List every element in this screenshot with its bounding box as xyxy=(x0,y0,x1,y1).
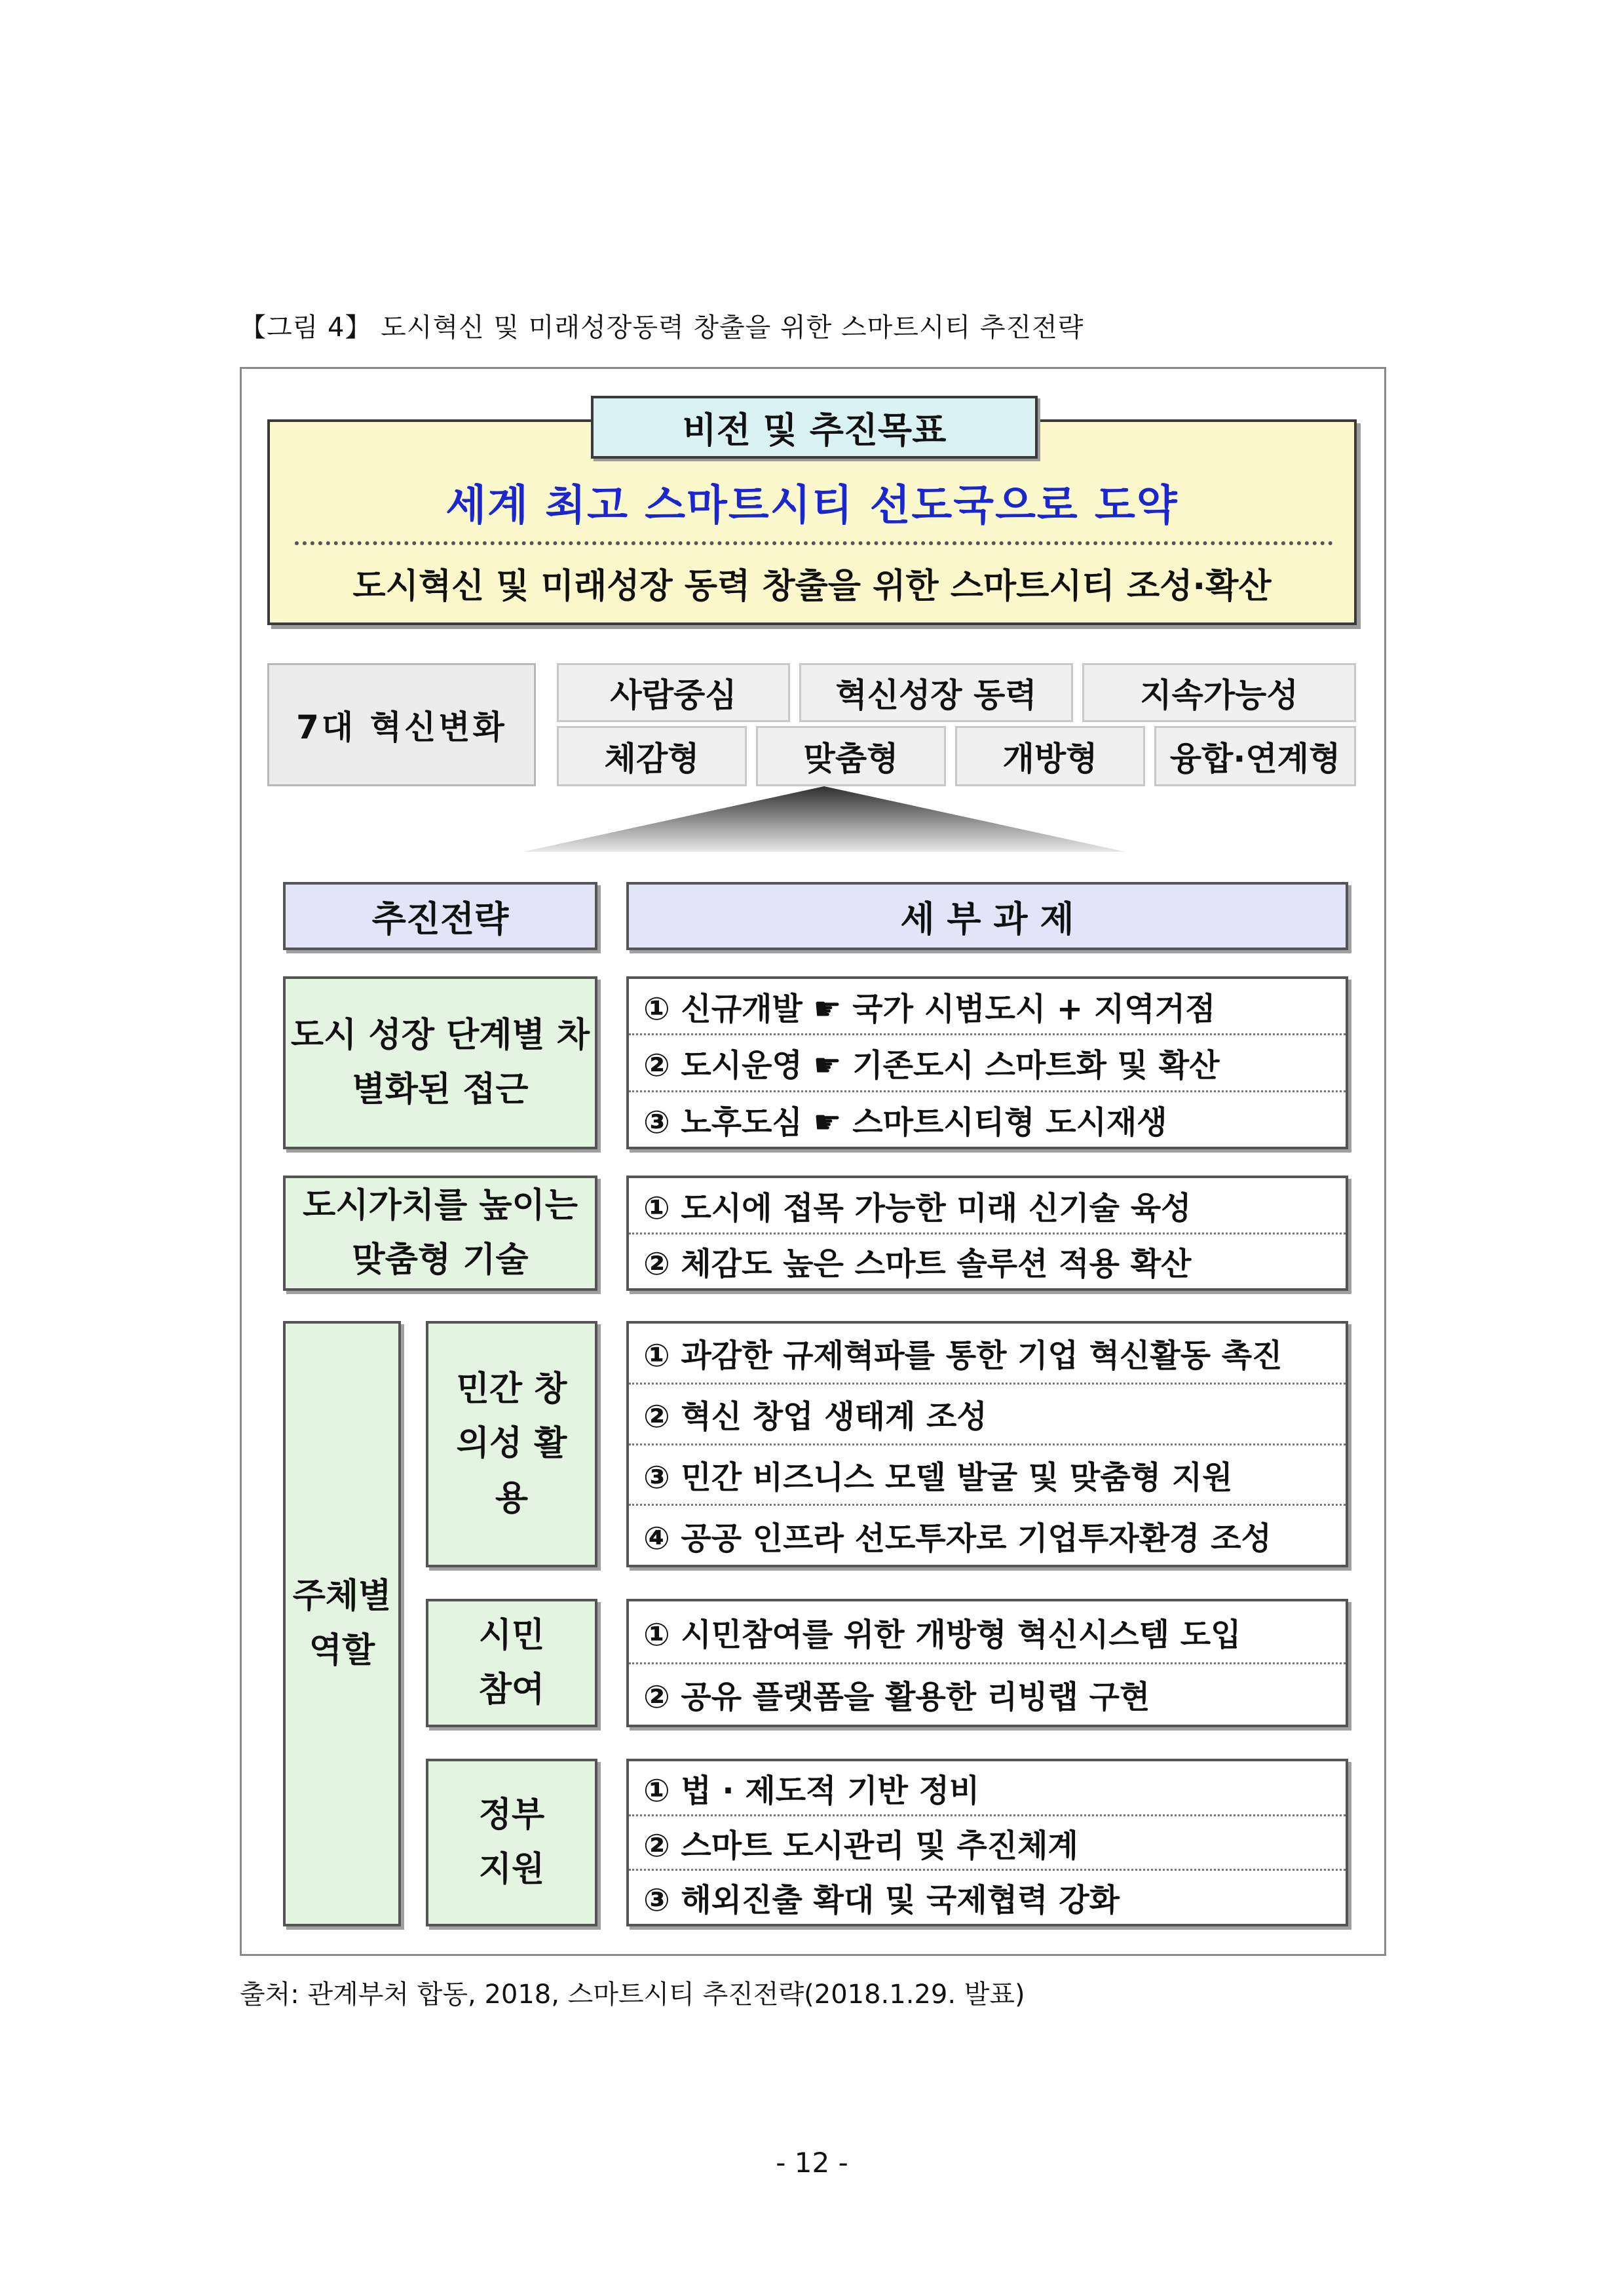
task-item: ② 공유 플랫폼을 활용한 리빙랩 구현 xyxy=(643,1679,1150,1716)
task-item: ① 시민참여를 위한 개방형 혁신시스템 도입 xyxy=(629,1601,1346,1664)
strategy-label: 도시 성장 단계별 차별화된 접근 xyxy=(283,976,597,1149)
innovation-chip: 개방형 xyxy=(955,726,1145,786)
task-item: ① 신규개발 ☛ 국가 시범도시 + 지역거점 xyxy=(629,979,1346,1035)
innovation-chip: 혁신성장 동력 xyxy=(799,663,1073,722)
role-group-items xyxy=(626,1321,1348,1567)
task-item: ④ 공공 인프라 선도투자로 기업투자환경 조성 xyxy=(643,1520,1272,1557)
figure-caption: 【그림 4】 도시혁신 및 미래성장동력 창출을 위한 스마트시티 추진전략 xyxy=(240,313,1084,343)
role-group-items xyxy=(626,1759,1348,1926)
tasks-header: 세 부 과 제 xyxy=(626,882,1348,950)
strategy-header: 추진전략 xyxy=(283,882,597,950)
role-group-items xyxy=(626,1599,1348,1727)
role-group-label: 정부 지원 xyxy=(426,1759,597,1926)
task-item: ② 도시운영 ☛ 기존도시 스마트화 및 확산 xyxy=(629,1035,1346,1092)
task-item: ① 과감한 규제혁파를 통한 기업 혁신활동 촉진 xyxy=(629,1324,1346,1385)
vision-tab: 비전 및 추진목표 xyxy=(591,396,1038,459)
innovation-chip: 체감형 xyxy=(557,726,747,786)
roles-label: 주체별 역할 xyxy=(283,1321,401,1926)
task-item: ② 스마트 도시관리 및 추진체계 xyxy=(629,1816,1346,1871)
task-item: ① 법 · 제도적 기반 정비 xyxy=(629,1761,1346,1816)
role-group-label: 민간 창의성 활용 xyxy=(426,1321,597,1567)
innovation-chip: 융합·연계형 xyxy=(1154,726,1356,786)
task-item: ③ 민간 비즈니스 모델 발굴 및 맞춤형 지원 xyxy=(629,1445,1346,1506)
up-arrow-icon xyxy=(523,786,1125,852)
innovation-chip: 맞춤형 xyxy=(756,726,946,786)
innovation-chip: 지속가능성 xyxy=(1082,663,1356,722)
innovation-chip: 사람중심 xyxy=(557,663,790,722)
role-group-label: 시민 참여 xyxy=(426,1599,597,1727)
task-item: ③ 노후도심 ☛ 스마트시티형 도시재생 xyxy=(643,1103,1167,1141)
task-item: ① 도시에 접목 가능한 미래 신기술 육성 xyxy=(629,1178,1346,1234)
task-item: ② 혁신 창업 생태계 조성 xyxy=(629,1385,1346,1445)
source-note: 출처: 관계부처 합동, 2018, 스마트시티 추진전략(2018.1.29. 발표) xyxy=(240,1980,1025,2010)
task-item: ③ 해외진출 확대 및 국제협력 강화 xyxy=(643,1882,1120,1919)
task-item: ② 체감도 높은 스마트 솔루션 적용 확산 xyxy=(643,1246,1192,1283)
strategy-items xyxy=(626,1176,1348,1291)
vision-main-text: 세계 최고 스마트시티 선도국으로 도약 xyxy=(445,482,1179,530)
strategy-label: 도시가치를 높이는 맞춤형 기술 xyxy=(283,1176,597,1291)
vision-sub-text: 도시혁신 및 미래성장 동력 창출을 위한 스마트시티 조성·확산 xyxy=(352,567,1272,606)
innovation-label: 7대 혁신변화 xyxy=(267,663,536,786)
vision-divider xyxy=(295,541,1333,545)
page-number: - 12 - xyxy=(776,2147,848,2179)
strategy-items xyxy=(626,976,1348,1149)
